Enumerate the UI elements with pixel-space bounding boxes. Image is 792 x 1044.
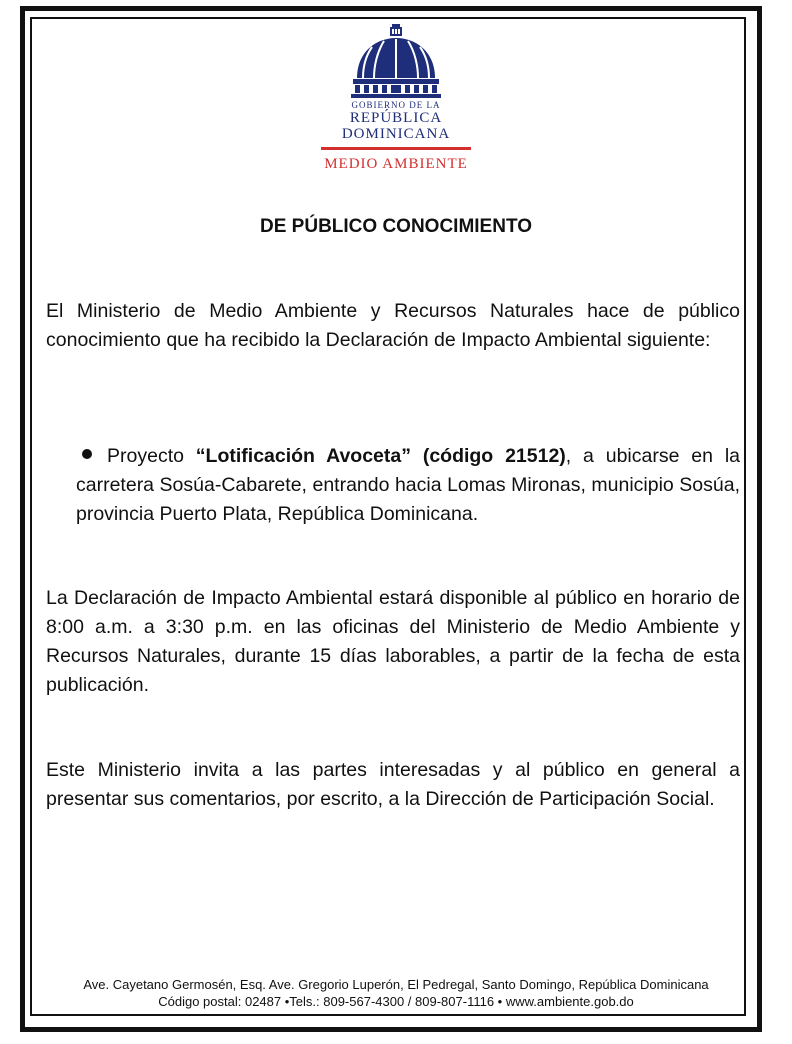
footer-contact: Código postal: 02487 •Tels.: 809-567-4300 / 809-807-1116 • www.ambiente.gob.do [158,994,634,1009]
intro-paragraph: El Ministerio de Medio Ambiente y Recursos Naturales hace de público conocimiento que ha recibido la Declaración de Impacto Ambiental siguiente: [46,300,740,351]
government-of-label: GOBIERNO DE LA [351,100,441,110]
ministry-brand: MEDIO AMBIENTE [324,156,468,172]
bullet-prefix: Proyecto [107,445,196,467]
republic-name: REPÚBLICA DOMINICANA [341,110,451,142]
project-bullet [76,442,740,529]
government-logo [296,22,496,182]
brand-divider [321,147,471,150]
project-name: “Lotificación Avoceta” (código 21512) [195,445,566,467]
footer-address: Ave. Cayetano Germosén, Esq. Ave. Gregorio Luperón, El Pedregal, Santo Domingo, República Dominicana [83,977,709,992]
availability-paragraph: La Declaración de Impacto Ambiental estará disponible al público en horario de 8:00 a.m. a 3:30 p.m. en las oficinas del Ministerio de Medio Ambiente y Recursos Naturales, durante 15 días laborables, a partir de la fecha de esta publicación. [46,587,740,696]
page-title: DE PÚBLICO CONOCIMIENTO [260,216,532,237]
capitol-dome-icon [351,22,441,98]
invitation-paragraph: Este Ministerio invita a las partes interesadas y al público en general a presentar sus comentarios, por escrito, a la Dirección de Participación Social. [46,759,740,810]
bullet-suffix: , a ubicarse en la carretera Sosúa-Cabarete, entrando hacia Lomas Mironas, municipio Sosúa, provincia Puerto Plata, República Dominicana. [76,445,740,525]
footer [0,976,792,1010]
bullet-icon [82,449,92,459]
